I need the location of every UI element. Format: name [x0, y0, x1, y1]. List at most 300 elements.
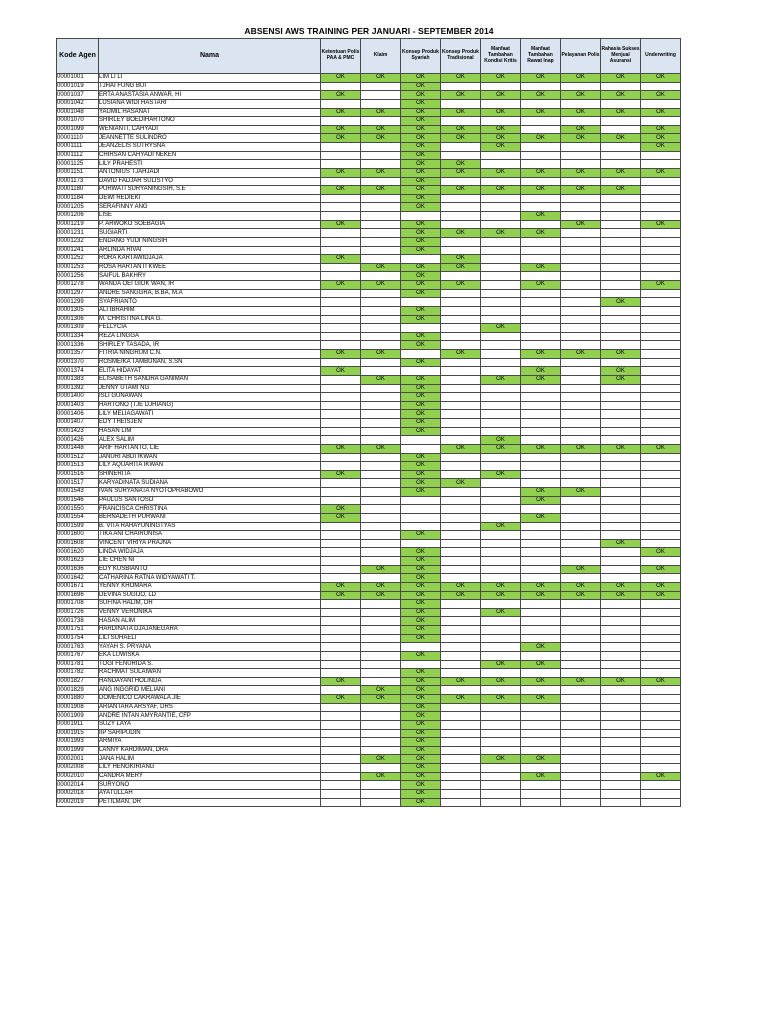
attendance-empty-cell [441, 548, 481, 557]
agent-code-cell: 00001512 [57, 453, 99, 462]
table-row [57, 350, 681, 359]
table-row [57, 263, 681, 272]
attendance-ok-cell: OK [321, 168, 361, 177]
table-row [57, 626, 681, 635]
attendance-ok-cell: OK [641, 772, 681, 781]
attendance-empty-cell [561, 367, 601, 376]
attendance-ok-cell: OK [441, 281, 481, 290]
agent-name-cell: VENNY VERONIKA [99, 608, 321, 617]
attendance-empty-cell [641, 255, 681, 264]
attendance-empty-cell [321, 496, 361, 505]
attendance-empty-cell [361, 462, 401, 471]
agent-code-cell: 00001671 [57, 582, 99, 591]
attendance-empty-cell [641, 263, 681, 272]
attendance-ok-cell: OK [321, 125, 361, 134]
attendance-empty-cell [561, 712, 601, 721]
attendance-empty-cell [521, 401, 561, 410]
attendance-empty-cell [641, 513, 681, 522]
attendance-empty-cell [521, 306, 561, 315]
attendance-empty-cell [441, 384, 481, 393]
attendance-empty-cell [321, 462, 361, 471]
attendance-ok-cell: OK [361, 695, 401, 704]
attendance-empty-cell [521, 470, 561, 479]
attendance-ok-cell: OK [601, 134, 641, 143]
agent-name-cell: TIKA ANI CHAIRUNISA [99, 531, 321, 540]
attendance-empty-cell [321, 781, 361, 790]
attendance-ok-cell: OK [401, 591, 441, 600]
attendance-empty-cell [521, 272, 561, 281]
attendance-ok-cell: OK [361, 565, 401, 574]
attendance-ok-cell: OK [361, 134, 401, 143]
agent-code-cell: 00001297 [57, 289, 99, 298]
agent-name-cell: LILY PRAHESTI [99, 160, 321, 169]
attendance-empty-cell [561, 557, 601, 566]
attendance-empty-cell [641, 82, 681, 91]
attendance-empty-cell [441, 772, 481, 781]
agent-code-cell: 00001708 [57, 600, 99, 609]
attendance-empty-cell [601, 565, 641, 574]
attendance-empty-cell [601, 470, 641, 479]
attendance-ok-cell: OK [481, 229, 521, 238]
table-row [57, 789, 681, 798]
attendance-empty-cell [321, 427, 361, 436]
attendance-ok-cell: OK [401, 168, 441, 177]
attendance-ok-cell: OK [481, 522, 521, 531]
attendance-empty-cell [521, 99, 561, 108]
attendance-empty-cell [481, 367, 521, 376]
attendance-ok-cell: OK [641, 582, 681, 591]
table-body [57, 74, 681, 807]
agent-code-cell: 00001370 [57, 358, 99, 367]
attendance-empty-cell [361, 453, 401, 462]
attendance-ok-cell: OK [561, 565, 601, 574]
attendance-ok-cell: OK [641, 125, 681, 134]
attendance-ok-cell: OK [401, 789, 441, 798]
attendance-empty-cell [321, 203, 361, 212]
agent-name-cell: EDY THEISJEN [99, 419, 321, 428]
table-row [57, 168, 681, 177]
attendance-empty-cell [321, 298, 361, 307]
attendance-empty-cell [561, 764, 601, 773]
attendance-empty-cell [601, 393, 641, 402]
attendance-empty-cell [481, 574, 521, 583]
attendance-empty-cell [361, 488, 401, 497]
attendance-empty-cell [521, 781, 561, 790]
attendance-ok-cell: OK [401, 272, 441, 281]
table-row [57, 746, 681, 755]
attendance-empty-cell [441, 341, 481, 350]
attendance-empty-cell [641, 401, 681, 410]
attendance-empty-cell [641, 634, 681, 643]
table-row [57, 643, 681, 652]
attendance-ok-cell: OK [321, 367, 361, 376]
agent-code-cell: 00001407 [57, 419, 99, 428]
column-header: Manfaat Tambahan Kondisi Kritis [481, 39, 521, 74]
attendance-empty-cell [481, 634, 521, 643]
table-row [57, 565, 681, 574]
attendance-empty-cell [521, 358, 561, 367]
attendance-empty-cell [561, 548, 601, 557]
agent-name-cell: HASAN LIM [99, 427, 321, 436]
attendance-ok-cell: OK [441, 479, 481, 488]
agent-code-cell: 00001782 [57, 669, 99, 678]
agent-name-cell: KARYADINATA SUDIANA [99, 479, 321, 488]
attendance-empty-cell [641, 470, 681, 479]
attendance-empty-cell [481, 289, 521, 298]
agent-code-cell: 00001908 [57, 703, 99, 712]
attendance-empty-cell [361, 505, 401, 514]
attendance-empty-cell [481, 272, 521, 281]
attendance-empty-cell [441, 608, 481, 617]
table-row [57, 720, 681, 729]
table-row [57, 505, 681, 514]
attendance-empty-cell [641, 237, 681, 246]
agent-name-cell: SERAFINNY ANG [99, 203, 321, 212]
attendance-empty-cell [361, 384, 401, 393]
attendance-empty-cell [321, 324, 361, 333]
agent-code-cell: 00002008 [57, 764, 99, 773]
agent-name-cell: DOMENICO CAKRAWALA JIE [99, 695, 321, 704]
table-row [57, 358, 681, 367]
attendance-ok-cell: OK [401, 99, 441, 108]
table-row [57, 669, 681, 678]
attendance-ok-cell: OK [401, 634, 441, 643]
attendance-ok-cell: OK [401, 332, 441, 341]
attendance-empty-cell [321, 608, 361, 617]
attendance-ok-cell: OK [401, 479, 441, 488]
attendance-empty-cell [521, 289, 561, 298]
attendance-empty-cell [601, 798, 641, 807]
agent-name-cell: FITRIA NINGRUM C.N. [99, 350, 321, 359]
agent-name-cell: DEVINA SUGIJO, LD [99, 591, 321, 600]
attendance-empty-cell [321, 729, 361, 738]
attendance-ok-cell: OK [521, 643, 561, 652]
attendance-empty-cell [361, 626, 401, 635]
attendance-empty-cell [561, 203, 601, 212]
attendance-empty-cell [521, 143, 561, 152]
agent-name-cell: ANG INGGRID MELIANI [99, 686, 321, 695]
agent-code-cell: 00001180 [57, 186, 99, 195]
attendance-ok-cell: OK [321, 186, 361, 195]
attendance-empty-cell [521, 393, 561, 402]
attendance-empty-cell [321, 720, 361, 729]
attendance-empty-cell [641, 669, 681, 678]
attendance-ok-cell: OK [521, 91, 561, 100]
attendance-empty-cell [601, 272, 641, 281]
attendance-empty-cell [441, 410, 481, 419]
attendance-ok-cell: OK [641, 281, 681, 290]
attendance-empty-cell [441, 617, 481, 626]
agent-name-cell: LISE [99, 212, 321, 221]
table-row [57, 212, 681, 221]
attendance-empty-cell [601, 548, 641, 557]
attendance-empty-cell [561, 462, 601, 471]
attendance-ok-cell: OK [641, 677, 681, 686]
attendance-empty-cell [521, 341, 561, 350]
attendance-empty-cell [601, 660, 641, 669]
attendance-empty-cell [641, 350, 681, 359]
table-row [57, 531, 681, 540]
attendance-ok-cell: OK [561, 220, 601, 229]
attendance-ok-cell: OK [481, 608, 521, 617]
table-row [57, 617, 681, 626]
table-row [57, 341, 681, 350]
attendance-empty-cell [641, 194, 681, 203]
table-row [57, 194, 681, 203]
attendance-empty-cell [321, 401, 361, 410]
attendance-empty-cell [521, 720, 561, 729]
attendance-empty-cell [641, 660, 681, 669]
attendance-ok-cell: OK [441, 74, 481, 83]
attendance-empty-cell [641, 712, 681, 721]
attendance-ok-cell: OK [401, 384, 441, 393]
attendance-ok-cell: OK [561, 168, 601, 177]
table-row [57, 143, 681, 152]
table-row [57, 462, 681, 471]
agent-code-cell: 00001306 [57, 315, 99, 324]
attendance-empty-cell [561, 643, 601, 652]
agent-code-cell: 00001184 [57, 194, 99, 203]
attendance-empty-cell [561, 143, 601, 152]
agent-code-cell: 00001110 [57, 134, 99, 143]
attendance-ok-cell: OK [441, 229, 481, 238]
attendance-empty-cell [641, 177, 681, 186]
attendance-empty-cell [481, 255, 521, 264]
attendance-ok-cell: OK [401, 74, 441, 83]
attendance-empty-cell [521, 634, 561, 643]
attendance-empty-cell [561, 703, 601, 712]
table-row [57, 729, 681, 738]
attendance-empty-cell [521, 798, 561, 807]
attendance-empty-cell [601, 746, 641, 755]
attendance-empty-cell [641, 246, 681, 255]
attendance-ok-cell: OK [401, 781, 441, 790]
attendance-empty-cell [601, 781, 641, 790]
attendance-empty-cell [601, 608, 641, 617]
attendance-ok-cell: OK [481, 125, 521, 134]
attendance-empty-cell [481, 729, 521, 738]
attendance-empty-cell [481, 789, 521, 798]
attendance-empty-cell [561, 686, 601, 695]
attendance-empty-cell [561, 522, 601, 531]
attendance-empty-cell [601, 789, 641, 798]
attendance-empty-cell [321, 332, 361, 341]
attendance-ok-cell: OK [401, 341, 441, 350]
agent-code-cell: 00001554 [57, 513, 99, 522]
agent-name-cell: TJHAI FUNG BUI [99, 82, 321, 91]
attendance-empty-cell [561, 738, 601, 747]
table-row [57, 375, 681, 384]
agent-name-cell: ELISABETH SANDRA GANIMAN [99, 375, 321, 384]
attendance-empty-cell [321, 686, 361, 695]
agent-code-cell: 00001357 [57, 350, 99, 359]
attendance-empty-cell [481, 746, 521, 755]
attendance-ok-cell: OK [561, 591, 601, 600]
attendance-empty-cell [361, 479, 401, 488]
attendance-empty-cell [441, 634, 481, 643]
attendance-ok-cell: OK [441, 91, 481, 100]
attendance-ok-cell: OK [561, 582, 601, 591]
attendance-empty-cell [601, 669, 641, 678]
agent-code-cell: 00001754 [57, 634, 99, 643]
attendance-ok-cell: OK [481, 108, 521, 117]
attendance-empty-cell [601, 738, 641, 747]
attendance-empty-cell [641, 755, 681, 764]
attendance-empty-cell [601, 306, 641, 315]
agent-code-cell: 00002001 [57, 755, 99, 764]
attendance-empty-cell [601, 720, 641, 729]
agent-name-cell: ENDANG YUDI NINGSIH [99, 237, 321, 246]
attendance-ok-cell: OK [641, 591, 681, 600]
attendance-empty-cell [441, 151, 481, 160]
attendance-ok-cell: OK [361, 444, 401, 453]
attendance-empty-cell [361, 419, 401, 428]
agent-name-cell: VINCENT VIRIYA PRAJNA [99, 539, 321, 548]
attendance-ok-cell: OK [561, 488, 601, 497]
attendance-empty-cell [601, 643, 641, 652]
attendance-ok-cell: OK [521, 281, 561, 290]
attendance-empty-cell [601, 729, 641, 738]
attendance-ok-cell: OK [401, 798, 441, 807]
table-row [57, 522, 681, 531]
table-row [57, 419, 681, 428]
agent-name-cell: SUZY LAYA [99, 720, 321, 729]
agent-code-cell: 00001112 [57, 151, 99, 160]
agent-name-cell: LIE CHEN NI [99, 557, 321, 566]
attendance-ok-cell: OK [481, 436, 521, 445]
attendance-empty-cell [321, 341, 361, 350]
attendance-empty-cell [561, 470, 601, 479]
table-row [57, 186, 681, 195]
table-row [57, 470, 681, 479]
attendance-empty-cell [441, 660, 481, 669]
attendance-empty-cell [441, 117, 481, 126]
agent-code-cell: 00002010 [57, 772, 99, 781]
attendance-empty-cell [441, 496, 481, 505]
attendance-empty-cell [641, 324, 681, 333]
attendance-ok-cell: OK [401, 764, 441, 773]
table-row [57, 651, 681, 660]
attendance-empty-cell [321, 194, 361, 203]
agent-code-cell: 00001406 [57, 410, 99, 419]
table-row [57, 393, 681, 402]
attendance-empty-cell [561, 358, 601, 367]
attendance-ok-cell: OK [441, 591, 481, 600]
agent-code-cell: 00001880 [57, 695, 99, 704]
attendance-empty-cell [361, 470, 401, 479]
attendance-empty-cell [361, 789, 401, 798]
attendance-ok-cell: OK [561, 134, 601, 143]
attendance-ok-cell: OK [401, 651, 441, 660]
table-row [57, 401, 681, 410]
attendance-empty-cell [561, 255, 601, 264]
attendance-empty-cell [361, 332, 401, 341]
attendance-empty-cell [361, 436, 401, 445]
attendance-ok-cell: OK [441, 582, 481, 591]
attendance-empty-cell [481, 643, 521, 652]
attendance-empty-cell [361, 160, 401, 169]
agent-code-cell: 00001426 [57, 436, 99, 445]
table-row [57, 608, 681, 617]
attendance-empty-cell [641, 341, 681, 350]
agent-code-cell: 00001448 [57, 444, 99, 453]
attendance-empty-cell [361, 324, 401, 333]
attendance-ok-cell: OK [561, 350, 601, 359]
attendance-empty-cell [321, 272, 361, 281]
attendance-empty-cell [521, 505, 561, 514]
attendance-empty-cell [321, 229, 361, 238]
attendance-empty-cell [481, 651, 521, 660]
attendance-empty-cell [481, 453, 521, 462]
agent-name-cell: DAVID FADJAR SULISTYO [99, 177, 321, 186]
attendance-empty-cell [441, 375, 481, 384]
attendance-empty-cell [641, 574, 681, 583]
attendance-empty-cell [641, 306, 681, 315]
attendance-ok-cell: OK [361, 375, 401, 384]
attendance-empty-cell [521, 479, 561, 488]
agent-name-cell: P. ARWOKO SOEBAGIA [99, 220, 321, 229]
attendance-empty-cell [441, 358, 481, 367]
attendance-ok-cell: OK [401, 281, 441, 290]
agent-code-cell: 00001309 [57, 324, 99, 333]
agent-code-cell: 00002018 [57, 789, 99, 798]
attendance-ok-cell: OK [401, 263, 441, 272]
attendance-ok-cell: OK [401, 557, 441, 566]
attendance-empty-cell [601, 574, 641, 583]
attendance-empty-cell [601, 255, 641, 264]
attendance-empty-cell [441, 669, 481, 678]
attendance-empty-cell [481, 798, 521, 807]
attendance-ok-cell: OK [401, 393, 441, 402]
attendance-empty-cell [601, 695, 641, 704]
attendance-empty-cell [601, 513, 641, 522]
attendance-empty-cell [521, 237, 561, 246]
agent-code-cell: 00001829 [57, 686, 99, 695]
attendance-empty-cell [481, 298, 521, 307]
attendance-ok-cell: OK [601, 186, 641, 195]
attendance-empty-cell [641, 651, 681, 660]
attendance-empty-cell [521, 324, 561, 333]
agent-name-cell: B. VITA RAHAYUNINGTYAS [99, 522, 321, 531]
agent-name-cell: SYAFRIANTO [99, 298, 321, 307]
attendance-ok-cell: OK [521, 263, 561, 272]
attendance-ok-cell: OK [401, 746, 441, 755]
attendance-empty-cell [641, 522, 681, 531]
attendance-empty-cell [361, 401, 401, 410]
agent-name-cell: JENNY UTAMI NG [99, 384, 321, 393]
attendance-empty-cell [361, 358, 401, 367]
attendance-empty-cell [481, 738, 521, 747]
attendance-empty-cell [561, 617, 601, 626]
attendance-ok-cell: OK [401, 488, 441, 497]
attendance-empty-cell [641, 436, 681, 445]
attendance-empty-cell [521, 738, 561, 747]
attendance-ok-cell: OK [561, 186, 601, 195]
attendance-empty-cell [321, 479, 361, 488]
attendance-empty-cell [601, 212, 641, 221]
attendance-empty-cell [481, 488, 521, 497]
table-row [57, 384, 681, 393]
agent-code-cell: 00001205 [57, 203, 99, 212]
attendance-empty-cell [481, 401, 521, 410]
attendance-ok-cell: OK [561, 91, 601, 100]
agent-name-cell: BERNADETH PURWANI [99, 513, 321, 522]
attendance-empty-cell [361, 298, 401, 307]
attendance-empty-cell [521, 125, 561, 134]
attendance-empty-cell [441, 177, 481, 186]
attendance-empty-cell [321, 488, 361, 497]
table-row [57, 220, 681, 229]
